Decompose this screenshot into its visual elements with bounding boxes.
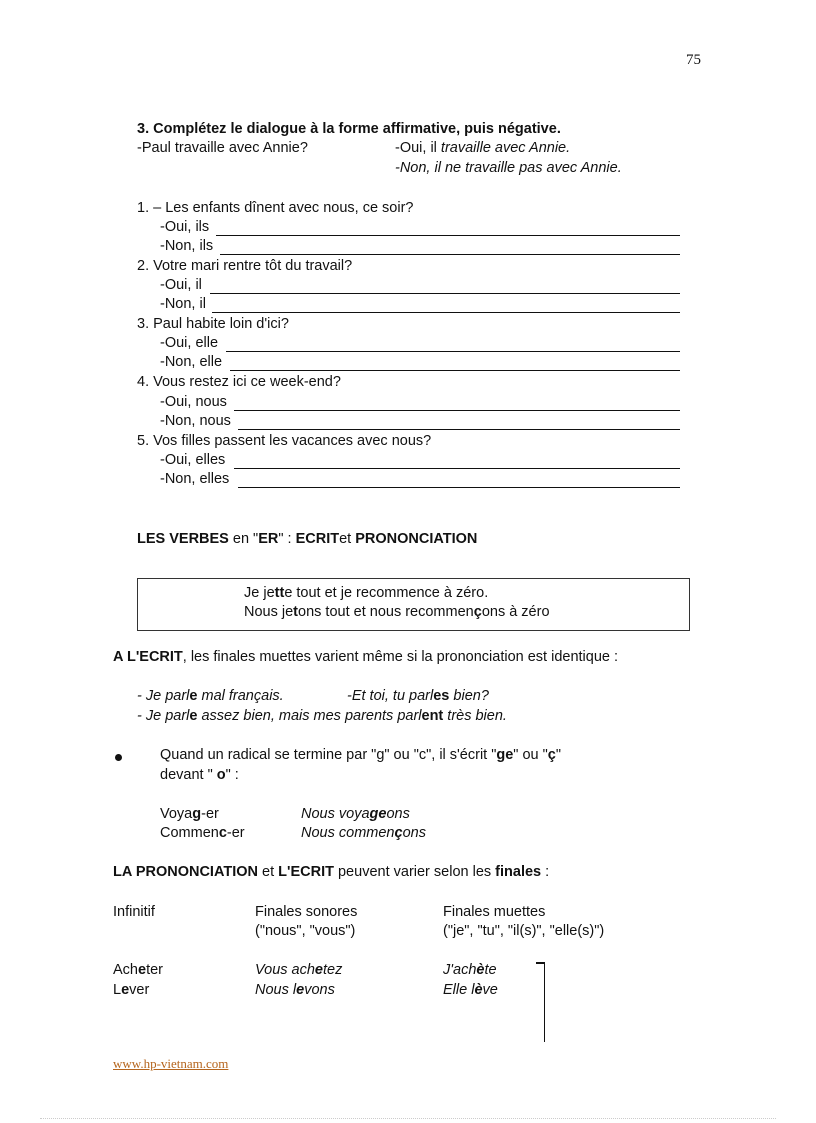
verb-voyager-form: Nous voyageons — [301, 806, 410, 822]
bullet-icon — [115, 754, 122, 761]
box-line-1: Je jette tout et je recommence à zéro. — [244, 585, 489, 601]
answer-prefix-5-no: -Non, elles — [160, 471, 230, 487]
table-row-lever-sonore: Nous levons — [255, 982, 335, 998]
table-subheader-muettes: ("je", "tu", "il(s)", "elle(s)") — [443, 923, 605, 939]
bracket-line — [536, 962, 545, 1042]
section-heading-verbes: LES VERBES en "ER" : ECRITet PRONONCIATION — [137, 531, 478, 547]
rule-line-1: Quand un radical se termine par "g" ou "c", il s'écrit "ge" ou "ç" — [160, 747, 562, 763]
answer-line-3-yes[interactable] — [226, 351, 680, 352]
box-line-2: Nous jetons tout et nous recommençons à zéro — [244, 604, 550, 620]
answer-line-3-no[interactable] — [230, 370, 680, 371]
footer-link[interactable]: www.hp-vietnam.com — [113, 1056, 229, 1071]
question-5: 5. Vos filles passent les vacances avec nous? — [137, 433, 432, 449]
answer-line-1-yes[interactable] — [216, 235, 680, 236]
answer-line-4-yes[interactable] — [234, 410, 680, 411]
question-1: 1. – Les enfants dînent avec nous, ce soir? — [137, 200, 414, 216]
answer-line-1-no[interactable] — [220, 254, 680, 255]
table-subheader-sonores: ("nous", "vous") — [255, 923, 356, 939]
table-row-acheter-muette: J'achète — [443, 962, 497, 978]
verb-commencer: Commenc-er — [160, 825, 245, 841]
answer-prefix-2-yes: -Oui, il — [160, 277, 202, 293]
table-row-lever-infinitif: Lever — [113, 982, 150, 998]
answer-prefix-1-no: -Non, ils — [160, 238, 214, 254]
answer-line-4-no[interactable] — [238, 429, 680, 430]
example-sentence-1: - Je parle mal français. — [137, 688, 284, 704]
answer-line-2-yes[interactable] — [210, 293, 680, 294]
ecrit-paragraph: A L'ECRIT, les finales muettes varient même si la prononciation est identique : — [113, 649, 619, 665]
answer-prefix-4-no: -Non, nous — [160, 413, 231, 429]
answer-line-5-no[interactable] — [238, 487, 680, 488]
example-answer-yes: -Oui, il travaille avec Annie. — [395, 140, 571, 156]
question-2: 2. Votre mari rentre tôt du travail? — [137, 258, 353, 274]
page-bottom-rule — [40, 1118, 776, 1119]
question-4: 4. Vous restez ici ce week-end? — [137, 374, 341, 390]
exercise-title: 3. Complétez le dialogue à la forme affirmative, puis négative. — [137, 121, 561, 137]
example-question: -Paul travaille avec Annie? — [137, 140, 308, 156]
table-header-infinitif: Infinitif — [113, 904, 155, 920]
table-row-lever-muette: Elle lève — [443, 982, 498, 998]
table-header-muettes: Finales muettes — [443, 904, 546, 920]
answer-line-2-no[interactable] — [212, 312, 680, 313]
answer-prefix-2-no: -Non, il — [160, 296, 206, 312]
question-3: 3. Paul habite loin d'ici? — [137, 316, 289, 332]
table-row-acheter-sonore: Vous achetez — [255, 962, 343, 978]
verb-commencer-form: Nous commençons — [301, 825, 426, 841]
example-answer-no: -Non, il ne travaille pas avec Annie. — [395, 160, 622, 176]
table-header-sonores: Finales sonores — [255, 904, 358, 920]
table-row-acheter-infinitif: Acheter — [113, 962, 163, 978]
answer-prefix-3-no: -Non, elle — [160, 354, 223, 370]
answer-line-5-yes[interactable] — [234, 468, 680, 469]
example-sentence-3: - Je parle assez bien, mais mes parents parlent très bien. — [137, 708, 507, 724]
verb-voyager: Voyag-er — [160, 806, 219, 822]
answer-prefix-3-yes: -Oui, elle — [160, 335, 219, 351]
answer-prefix-5-yes: -Oui, elles — [160, 452, 226, 468]
answer-prefix-1-yes: -Oui, ils — [160, 219, 210, 235]
answer-prefix-4-yes: -Oui, nous — [160, 394, 227, 410]
section-heading-prononciation: LA PRONONCIATION et L'ECRIT peuvent varier selon les finales : — [113, 864, 550, 880]
page-number: 75 — [686, 52, 701, 68]
example-sentence-2: -Et toi, tu parles bien? — [347, 688, 489, 704]
rule-line-2: devant " o" : — [160, 767, 239, 783]
